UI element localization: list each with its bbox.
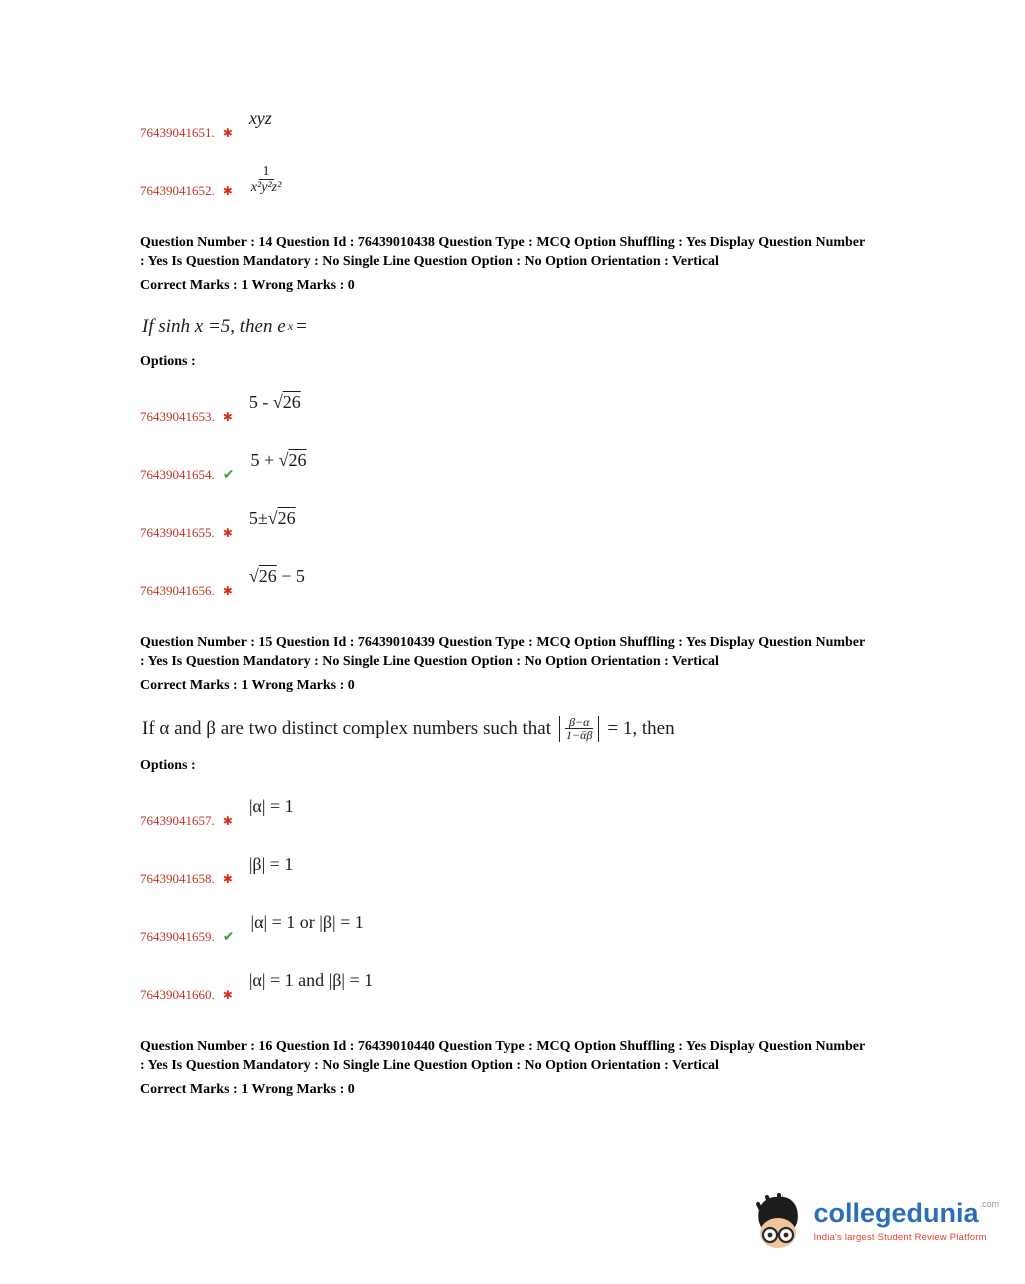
option-row	[140, 854, 940, 888]
option-id-wrap	[140, 182, 233, 200]
option-id: 76439041659.	[140, 928, 215, 944]
option-row	[140, 392, 940, 426]
option-value: xyz	[248, 108, 272, 128]
question-header-line1: Question Number : 16 Question Id : 76439010440 Question Type : MCQ Option Shuffling : Yes Display Question Number	[140, 1038, 866, 1054]
square-root	[273, 392, 301, 412]
question-block-14	[140, 234, 940, 600]
option-row	[140, 450, 940, 484]
option-value: 5 - √26	[248, 391, 301, 412]
wrong-mark-icon: ✱	[222, 525, 233, 540]
radical-icon: √	[278, 449, 289, 470]
marks-line: Correct Marks : 1 Wrong Marks : 0	[140, 277, 355, 293]
option-id-wrap	[140, 408, 233, 426]
option-value: 5±√26	[248, 507, 296, 528]
wrong-mark-icon: ✱	[222, 409, 233, 424]
options-label: Options :	[140, 757, 196, 773]
option-id: 76439041658.	[140, 870, 215, 886]
option-row	[140, 566, 940, 600]
option-id: 76439041655.	[140, 524, 215, 540]
question-stem: If α and β are two distinct complex numbers such that	[142, 717, 552, 739]
document-content	[140, 0, 940, 1098]
question-header-line1: Question Number : 14 Question Id : 76439010438 Question Type : MCQ Option Shuffling : Yes Display Question Number	[140, 235, 866, 250]
fraction-numerator: β−α	[565, 716, 593, 730]
radical-icon: √	[272, 391, 283, 412]
option-id: 76439041654.	[140, 466, 215, 482]
option-value: |α| = 1 or |β| = 1	[250, 911, 364, 932]
option-id-wrap	[140, 124, 233, 142]
option-id: 76439041653.	[140, 408, 215, 424]
brand-tagline: India's largest Student Review Platform	[813, 1231, 987, 1243]
radicand: 26	[282, 391, 301, 412]
option-id: 76439041660.	[140, 986, 215, 1002]
option-row	[140, 108, 940, 142]
option-row	[140, 912, 940, 946]
wrong-mark-icon: ✱	[222, 126, 233, 140]
option-row	[140, 508, 940, 542]
fraction	[249, 164, 283, 196]
option-id-wrap	[140, 524, 233, 542]
radical-icon: √	[248, 565, 259, 586]
option-id: 76439041652.	[140, 183, 215, 198]
option-row	[140, 970, 940, 1004]
option-id-wrap	[140, 870, 233, 888]
question-header-line1: Question Number : 15 Question Id : 76439010439 Question Type : MCQ Option Shuffling : Yes Display Question Number	[140, 634, 866, 650]
question-stem: If sinh x =5, then e	[142, 315, 286, 337]
square-root	[249, 566, 277, 586]
question-text: If sinh x =5, then e x =	[142, 315, 308, 337]
fraction-denominator: 1−ᾱβ	[566, 728, 593, 743]
radicand: 26	[277, 507, 296, 528]
absolute-value-bars	[559, 716, 599, 742]
option-row	[140, 796, 940, 830]
square-root	[279, 450, 307, 470]
question-block-16	[140, 1038, 940, 1098]
radicand: 26	[258, 565, 277, 586]
collegedunia-logo	[752, 1192, 999, 1250]
option-id: 76439041656.	[140, 582, 215, 598]
option-id-wrap	[140, 466, 234, 484]
radical-icon: √	[267, 507, 278, 528]
option-value: |β| = 1	[248, 853, 294, 874]
question-header-line2: : Yes Is Question Mandatory : No Single Line Question Option : No Option Orientation : Vertical	[140, 253, 719, 269]
brand-text	[813, 1197, 999, 1243]
option-id-wrap	[140, 812, 233, 830]
option-id-wrap	[140, 928, 234, 946]
wrong-mark-icon: ✱	[222, 987, 233, 1002]
options-label: Options :	[140, 353, 196, 369]
option-value: √26 − 5	[248, 565, 305, 586]
fraction-numerator: 1	[259, 164, 274, 181]
correct-mark-icon: ✔	[222, 467, 235, 483]
option-value: |α| = 1	[248, 795, 294, 816]
question-stem-end: = 1, then	[607, 717, 675, 739]
option-id-wrap	[140, 986, 233, 1004]
question-block-15	[140, 634, 940, 1004]
wrong-mark-icon: ✱	[222, 871, 233, 886]
brand-tld: .com	[979, 1198, 999, 1209]
option-value: 5 + √26	[250, 449, 307, 470]
option-id: 76439041651.	[140, 125, 215, 140]
brand-name: collegedunia$^{.com}$	[813, 1197, 999, 1228]
wrong-mark-icon: ✱	[222, 184, 233, 198]
question-header-line2: : Yes Is Question Mandatory : No Single Line Question Option : No Option Orientation : Vertical	[140, 1057, 719, 1073]
wrong-mark-icon: ✱	[222, 583, 233, 598]
question-text	[142, 716, 940, 742]
fraction-denominator: x²y²z²	[250, 180, 282, 196]
correct-mark-icon: ✔	[222, 929, 235, 945]
option-value	[249, 164, 283, 196]
option-value: |α| = 1 and |β| = 1	[248, 969, 374, 990]
radicand: 26	[288, 449, 307, 470]
marks-line: Correct Marks : 1 Wrong Marks : 0	[140, 1081, 355, 1097]
marks-line: Correct Marks : 1 Wrong Marks : 0	[140, 677, 355, 693]
question-header-line2: : Yes Is Question Mandatory : No Single Line Question Option : No Option Orientation : Vertical	[140, 653, 719, 669]
wrong-mark-icon: ✱	[222, 813, 233, 828]
question-stem-end: =	[294, 315, 308, 337]
square-root	[268, 508, 296, 528]
fraction	[564, 716, 594, 742]
option-id: 76439041657.	[140, 812, 215, 828]
option-row	[140, 163, 940, 200]
collegedunia-mascot-icon	[752, 1192, 804, 1250]
option-id-wrap	[140, 582, 233, 600]
